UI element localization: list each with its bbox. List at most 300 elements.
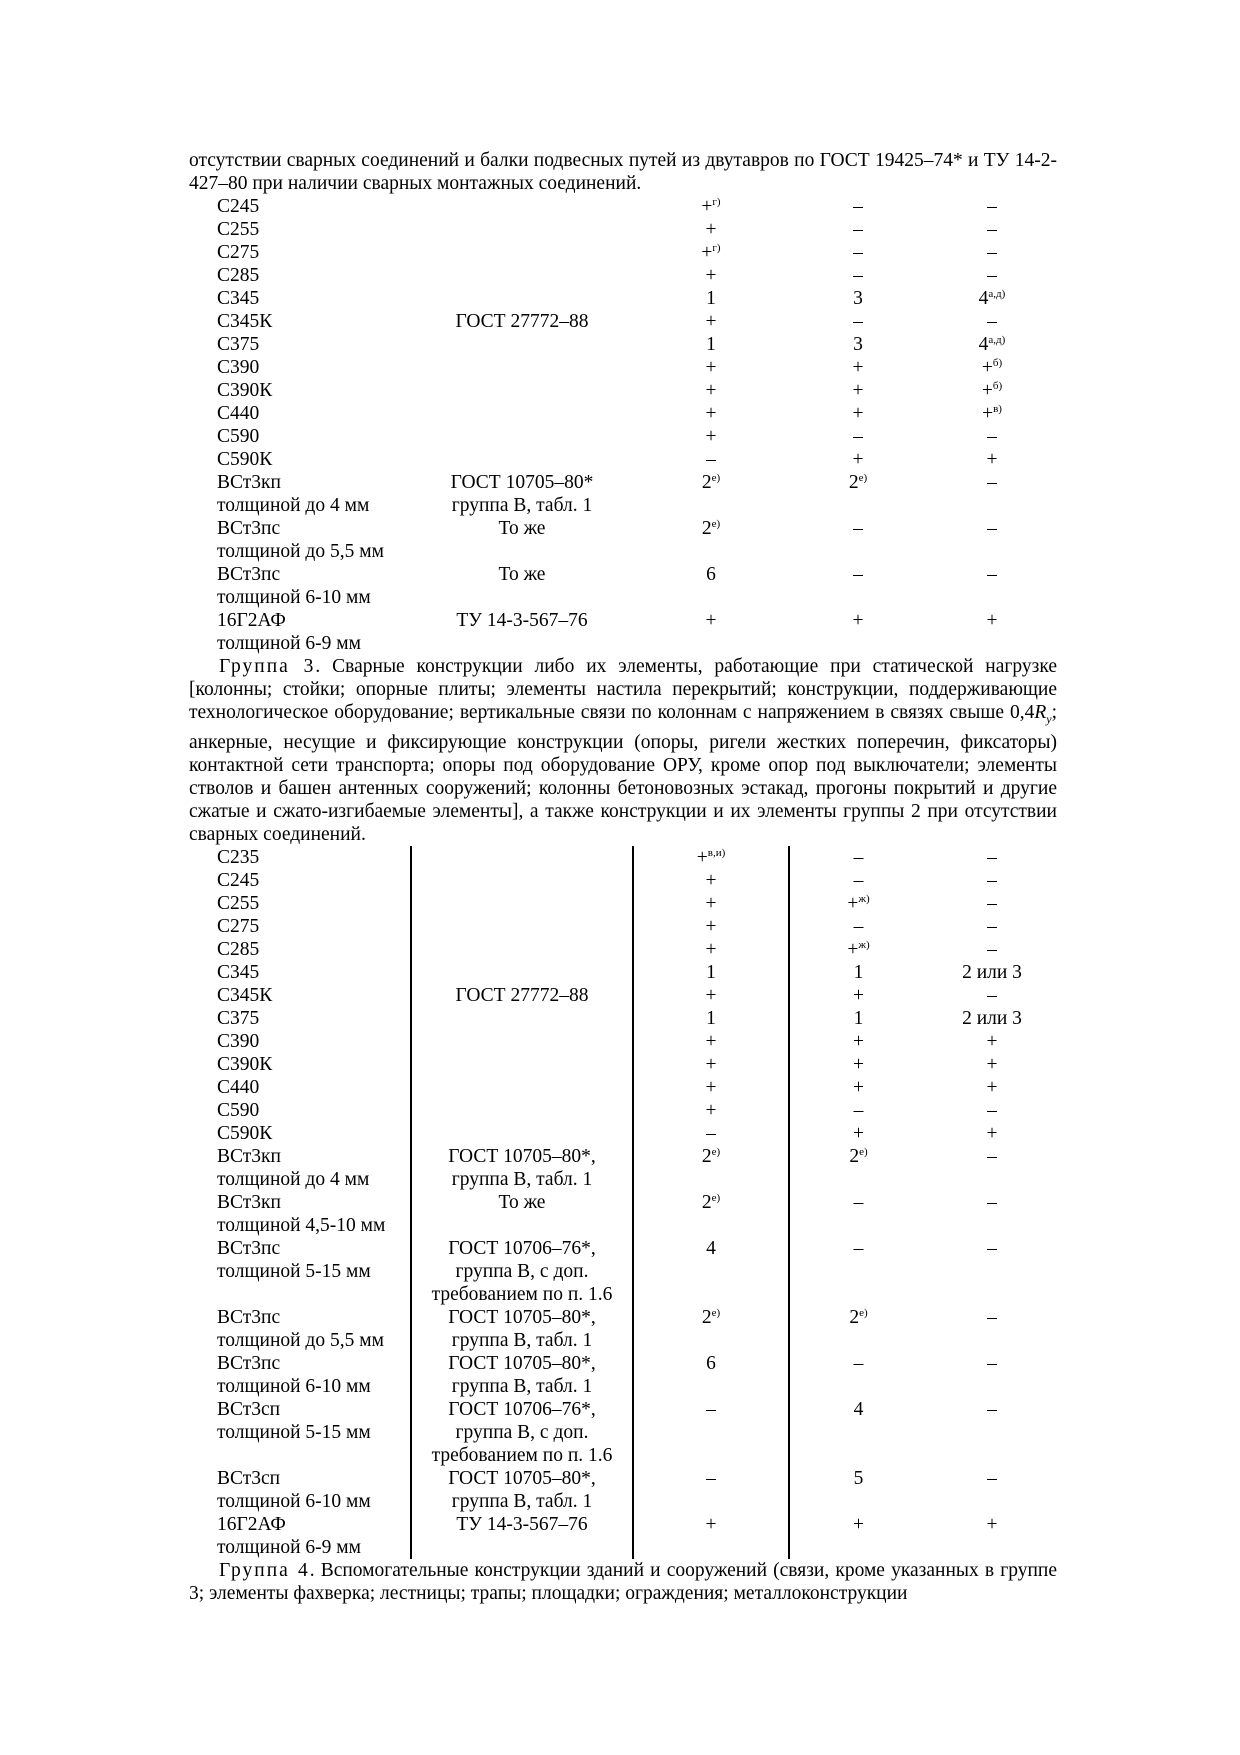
steel-grade-cell: С390К bbox=[217, 1053, 273, 1075]
value-text: + bbox=[981, 357, 993, 378]
value-text: 6 bbox=[706, 1352, 716, 1374]
value-cell bbox=[927, 1513, 1057, 1559]
steel-grade-cell bbox=[189, 1467, 411, 1513]
table-row bbox=[189, 869, 1057, 892]
value-text: + bbox=[701, 242, 713, 263]
footnote-mark: е) bbox=[711, 1191, 721, 1204]
value-text: – bbox=[853, 265, 863, 286]
value-text: + bbox=[705, 938, 717, 960]
steel-grade-cell: С275 bbox=[217, 915, 260, 937]
value-cell bbox=[633, 1306, 789, 1352]
value-text: + bbox=[852, 357, 864, 378]
standard-line-3: требованием по п. 1.6 bbox=[431, 1444, 613, 1466]
value-cell bbox=[927, 517, 1057, 563]
standard-cell bbox=[411, 1030, 633, 1053]
value-text: – bbox=[987, 564, 997, 585]
steel-grade-cell: С245 bbox=[217, 196, 260, 217]
table-row bbox=[189, 195, 1057, 218]
value-text: 4 bbox=[978, 334, 989, 355]
value-text: 2 bbox=[701, 1191, 712, 1213]
value-text: – bbox=[853, 915, 864, 937]
standard-cell bbox=[411, 333, 633, 356]
value-text: + bbox=[847, 938, 859, 960]
value-cell bbox=[633, 1398, 789, 1467]
table-row bbox=[189, 241, 1057, 264]
value-cell bbox=[633, 241, 789, 264]
value-cell bbox=[633, 1191, 789, 1237]
steel-grade-cell bbox=[189, 609, 411, 655]
value-cell bbox=[927, 846, 1057, 869]
steel-grade-cell: С390К bbox=[217, 380, 273, 401]
steel-grade-cell: С590 bbox=[217, 1099, 260, 1121]
value-text: – bbox=[987, 265, 997, 286]
standard-cell bbox=[411, 448, 633, 471]
value-cell bbox=[789, 517, 927, 563]
table-row bbox=[189, 1007, 1057, 1030]
standard-cell bbox=[411, 915, 633, 938]
steel-grade-cell bbox=[189, 1352, 411, 1398]
value-text: 1 bbox=[706, 288, 716, 309]
footnote-mark: е) bbox=[711, 472, 721, 484]
value-cell bbox=[927, 869, 1057, 892]
value-text: + bbox=[853, 984, 864, 1006]
value-text: + bbox=[705, 1053, 717, 1075]
standard-line-1: ГОСТ 10705–80*, bbox=[448, 1352, 596, 1374]
standard-cell bbox=[411, 1122, 633, 1145]
value-cell bbox=[927, 1237, 1057, 1306]
value-cell bbox=[789, 241, 927, 264]
table-row bbox=[189, 609, 1057, 655]
table-row bbox=[189, 961, 1057, 984]
table-row bbox=[189, 471, 1057, 517]
value-cell bbox=[633, 287, 789, 310]
value-cell bbox=[927, 1007, 1057, 1030]
value-text: + bbox=[853, 1030, 864, 1052]
table-row bbox=[189, 356, 1057, 379]
value-cell bbox=[927, 1191, 1057, 1237]
table-row bbox=[189, 448, 1057, 471]
value-text: + bbox=[701, 196, 713, 217]
value-cell bbox=[633, 846, 789, 869]
value-cell bbox=[789, 1076, 927, 1099]
value-text: 4 bbox=[853, 1398, 864, 1420]
table-row bbox=[189, 264, 1057, 287]
value-cell bbox=[927, 379, 1057, 402]
value-text: 3 bbox=[853, 334, 863, 355]
value-cell bbox=[789, 287, 927, 310]
standard-cell bbox=[411, 1191, 633, 1237]
value-cell bbox=[927, 1076, 1057, 1099]
standard-line-1: ГОСТ 10705–80*, bbox=[448, 1467, 596, 1489]
value-text: + bbox=[982, 403, 994, 424]
value-cell bbox=[789, 1122, 927, 1145]
steel-thickness: толщиной до 4 мм bbox=[217, 495, 370, 516]
value-text: – bbox=[987, 1467, 997, 1489]
steel-grade-cell: С285 bbox=[217, 938, 260, 960]
standard-label: ГОСТ 27772–88 bbox=[455, 311, 589, 332]
value-cell bbox=[789, 1007, 927, 1030]
standard-line-2: группа В, табл. 1 bbox=[451, 1375, 593, 1397]
value-text: + bbox=[852, 610, 864, 631]
table-row bbox=[189, 915, 1057, 938]
value-text: 5 bbox=[853, 1467, 864, 1489]
group3-text-after: ; анкерные, несущие и фиксирующие конструкции (опоры, ригели жестких поперечин, фиксаторы) контактной сети транспорта; опоры под оборудование ОРУ, кроме опор под выключатели; элементы стволов и башен антенных сооружений; колонны бетоновозных эстакад, прогоны покрытий и другие сжатые и сжато-изгибаемые элементы], а также конструкции и их элементы группы 2 при отсутствии сварных соединений. bbox=[189, 702, 1057, 845]
value-text: 4 bbox=[706, 1237, 716, 1259]
standard-cell bbox=[411, 846, 633, 869]
standard-cell bbox=[411, 425, 633, 448]
table-row bbox=[189, 938, 1057, 961]
footnote-mark: в) bbox=[993, 403, 1002, 415]
group4-label: Группа 4 bbox=[219, 1559, 310, 1581]
table-row bbox=[189, 1513, 1057, 1559]
value-cell bbox=[927, 1306, 1057, 1352]
standard-line-1: ГОСТ 10705–80*, bbox=[448, 1306, 596, 1328]
value-cell bbox=[789, 1191, 927, 1237]
value-text: 1 bbox=[706, 1007, 716, 1029]
value-text: 2 bbox=[701, 472, 712, 493]
value-text: – bbox=[853, 564, 863, 585]
steel-grade-cell: С235 bbox=[217, 846, 260, 868]
footnote-mark: б) bbox=[992, 380, 1003, 392]
table-row bbox=[189, 1122, 1057, 1145]
value-cell bbox=[789, 379, 927, 402]
value-cell bbox=[789, 1467, 927, 1513]
steel-grade-cell: С375 bbox=[217, 334, 260, 355]
steel-thickness: толщиной 5-15 мм bbox=[217, 1260, 371, 1282]
steel-grade-cell: С375 bbox=[217, 1007, 260, 1029]
value-cell bbox=[789, 310, 927, 333]
value-cell bbox=[927, 1053, 1057, 1076]
standard-cell bbox=[411, 1099, 633, 1122]
value-cell bbox=[633, 333, 789, 356]
standard-cell bbox=[411, 310, 633, 333]
value-text: – bbox=[853, 1099, 864, 1121]
value-cell bbox=[633, 869, 789, 892]
value-text: – bbox=[853, 518, 863, 539]
standard-cell bbox=[411, 1352, 633, 1398]
table-row bbox=[189, 402, 1057, 425]
value-text: + bbox=[986, 1513, 998, 1535]
value-cell bbox=[789, 938, 927, 961]
value-text: – bbox=[987, 1191, 997, 1213]
value-cell bbox=[633, 379, 789, 402]
value-cell bbox=[927, 961, 1057, 984]
table-row bbox=[189, 1053, 1057, 1076]
standard-cell bbox=[411, 517, 633, 563]
value-cell bbox=[927, 915, 1057, 938]
steel-thickness: толщиной 4,5-10 мм bbox=[217, 1214, 386, 1236]
value-cell bbox=[789, 1053, 927, 1076]
steel-grade-cell: С275 bbox=[217, 242, 260, 263]
value-cell bbox=[633, 1352, 789, 1398]
value-text: + bbox=[986, 1053, 998, 1075]
value-text: – bbox=[853, 846, 864, 868]
table-row bbox=[189, 846, 1057, 869]
value-cell bbox=[633, 310, 789, 333]
standard-cell bbox=[411, 984, 633, 1007]
value-cell bbox=[633, 448, 789, 471]
steel-grade-cell bbox=[189, 563, 411, 609]
standard-line-3: требованием по п. 1.6 bbox=[431, 1283, 613, 1305]
value-cell bbox=[789, 915, 927, 938]
value-cell bbox=[789, 1352, 927, 1398]
value-text: – bbox=[706, 1398, 716, 1420]
standard-cell bbox=[411, 892, 633, 915]
steel-thickness: толщиной до 5,5 мм bbox=[217, 1329, 384, 1351]
value-text: + bbox=[705, 357, 717, 378]
value-cell bbox=[789, 1398, 927, 1467]
value-text: + bbox=[705, 311, 717, 332]
value-text: – bbox=[706, 1467, 716, 1489]
value-cell bbox=[633, 1145, 789, 1191]
standard-line-1: То же bbox=[498, 1191, 546, 1213]
standard-cell bbox=[411, 402, 633, 425]
value-text: – bbox=[987, 892, 997, 914]
footnote-mark: ж) bbox=[858, 938, 870, 951]
standard-line-2: группа В, табл. 1 bbox=[451, 1490, 593, 1512]
table-row bbox=[189, 379, 1057, 402]
group3-label: Группа 3 bbox=[219, 656, 316, 677]
value-cell bbox=[633, 517, 789, 563]
value-text: – bbox=[853, 1352, 864, 1374]
value-text: + bbox=[705, 892, 717, 914]
standard-cell bbox=[411, 1398, 633, 1467]
value-text: + bbox=[705, 1076, 717, 1098]
standard-line-2: группа В, табл. 1 bbox=[451, 1168, 593, 1190]
value-text: + bbox=[986, 1076, 998, 1098]
steel-thickness: толщиной до 4 мм bbox=[217, 1168, 370, 1190]
standard-cell bbox=[411, 1513, 633, 1559]
value-text: – bbox=[853, 869, 864, 891]
value-cell bbox=[927, 287, 1057, 310]
value-text: – bbox=[706, 1122, 716, 1144]
value-cell bbox=[633, 609, 789, 655]
value-text: – bbox=[987, 242, 997, 263]
standard-cell bbox=[411, 1007, 633, 1030]
table-row bbox=[189, 1467, 1057, 1513]
table-row bbox=[189, 310, 1057, 333]
steel-grade-name: 16Г2АФ bbox=[217, 1513, 286, 1535]
value-cell bbox=[789, 609, 927, 655]
steel-grade-cell: С440 bbox=[217, 403, 260, 424]
standard-cell bbox=[411, 1076, 633, 1099]
value-cell bbox=[927, 609, 1057, 655]
value-text: + bbox=[853, 1076, 864, 1098]
standard-cell bbox=[411, 287, 633, 310]
steel-thickness: толщиной 6-9 мм bbox=[217, 1536, 361, 1558]
footnote-mark: а,д) bbox=[988, 288, 1006, 300]
value-cell bbox=[633, 961, 789, 984]
table-row bbox=[189, 1191, 1057, 1237]
value-cell bbox=[789, 1306, 927, 1352]
steel-grade-cell bbox=[189, 517, 411, 563]
value-text: – bbox=[987, 1145, 997, 1167]
value-cell bbox=[633, 471, 789, 517]
table-row bbox=[189, 333, 1057, 356]
standard-cell bbox=[411, 1053, 633, 1076]
value-text: – bbox=[987, 869, 997, 891]
value-text: + bbox=[696, 846, 708, 868]
value-cell bbox=[927, 1099, 1057, 1122]
value-text: 2 bbox=[848, 472, 859, 493]
steel-grade-cell bbox=[189, 1145, 411, 1191]
value-text: 4 bbox=[978, 288, 989, 309]
steel-grade-name: ВСт3сп bbox=[217, 1398, 281, 1420]
value-cell bbox=[633, 1122, 789, 1145]
steel-thickness: толщиной 6-10 мм bbox=[217, 1375, 371, 1397]
value-cell bbox=[633, 1053, 789, 1076]
standard-cell bbox=[411, 1237, 633, 1306]
value-text: – bbox=[987, 1099, 997, 1121]
value-cell bbox=[927, 1352, 1057, 1398]
value-text: 6 bbox=[706, 564, 716, 585]
standard-cell bbox=[411, 563, 633, 609]
value-cell bbox=[633, 1513, 789, 1559]
value-text: – bbox=[987, 426, 997, 447]
value-text: 2 или 3 bbox=[962, 1007, 1022, 1029]
standard-cell bbox=[411, 356, 633, 379]
value-cell bbox=[633, 218, 789, 241]
table-row bbox=[189, 892, 1057, 915]
value-text: – bbox=[853, 242, 863, 263]
value-cell bbox=[927, 938, 1057, 961]
value-cell bbox=[633, 915, 789, 938]
steel-grade-cell: С590 bbox=[217, 426, 260, 447]
steel-grade-cell: С345 bbox=[217, 961, 260, 983]
value-cell bbox=[927, 984, 1057, 1007]
value-cell bbox=[789, 1513, 927, 1559]
steel-grade-cell bbox=[189, 1306, 411, 1352]
steel-grade-name: ВСт3пс bbox=[217, 564, 281, 585]
footnote-mark: б) bbox=[992, 357, 1003, 369]
steel-grade-cell: С590К bbox=[217, 449, 273, 470]
table-row bbox=[189, 1352, 1057, 1398]
footnote-mark: е) bbox=[711, 518, 721, 530]
value-cell bbox=[927, 195, 1057, 218]
steel-table-group2 bbox=[189, 195, 1057, 655]
standard-line-2: группа В, с доп. bbox=[455, 1421, 589, 1443]
footnote-mark: е) bbox=[711, 1145, 721, 1158]
steel-grade-cell: С590К bbox=[217, 1122, 273, 1144]
standard-cell bbox=[411, 264, 633, 287]
value-cell bbox=[789, 333, 927, 356]
value-text: + bbox=[852, 380, 864, 401]
standard-cell bbox=[411, 938, 633, 961]
value-cell bbox=[927, 563, 1057, 609]
r-symbol: R bbox=[1034, 702, 1047, 723]
value-cell bbox=[633, 195, 789, 218]
value-text: 2 bbox=[849, 1306, 860, 1328]
group3-paragraph bbox=[189, 655, 1057, 846]
steel-grade-name: ВСт3пс bbox=[217, 1237, 281, 1259]
steel-grade-name: ВСт3кп bbox=[217, 472, 281, 493]
intro-paragraph: отсутствии сварных соединений и балки подвесных путей из двутавров по ГОСТ 19425–74* и ТУ 14-2-427–80 при наличии сварных монтажных соединений. bbox=[189, 150, 1057, 194]
table-row bbox=[189, 1237, 1057, 1306]
table-row bbox=[189, 287, 1057, 310]
steel-grade-name: ВСт3сп bbox=[217, 1467, 281, 1489]
value-text: + bbox=[705, 426, 717, 447]
table-row bbox=[189, 1306, 1057, 1352]
value-text: 2 bbox=[701, 518, 712, 539]
value-cell bbox=[927, 264, 1057, 287]
steel-thickness: толщиной 6-10 мм bbox=[217, 587, 371, 608]
group3-text-before: . Сварные конструкции либо их элементы, работающие при статической нагрузке [колонны; стойки; опорные плиты; элементы настила перекрытий; конструкции, поддерживающие технологическое оборудование; вертикальные связи по колоннам с напряжением в связях свыше 0,4 bbox=[189, 656, 1057, 723]
value-cell bbox=[789, 563, 927, 609]
value-cell bbox=[633, 356, 789, 379]
standard-cell bbox=[411, 1145, 633, 1191]
steel-grade-cell: С390 bbox=[217, 357, 260, 378]
value-cell bbox=[789, 1030, 927, 1053]
value-cell bbox=[927, 425, 1057, 448]
value-cell bbox=[789, 892, 927, 915]
value-text: 3 bbox=[853, 288, 863, 309]
standard-cell bbox=[411, 218, 633, 241]
value-text: 1 bbox=[706, 334, 716, 355]
value-cell bbox=[789, 195, 927, 218]
group4-paragraph bbox=[189, 1559, 1057, 1605]
table-row bbox=[189, 517, 1057, 563]
table-row bbox=[189, 1398, 1057, 1467]
value-cell bbox=[789, 1237, 927, 1306]
value-text: – bbox=[987, 1306, 997, 1328]
value-cell bbox=[633, 1237, 789, 1306]
value-cell bbox=[633, 402, 789, 425]
value-text: 1 bbox=[853, 1007, 864, 1029]
value-text: – bbox=[853, 1191, 864, 1213]
steel-grade-cell bbox=[189, 1398, 411, 1467]
value-cell bbox=[633, 892, 789, 915]
standard-cell bbox=[411, 961, 633, 984]
value-cell bbox=[633, 984, 789, 1007]
steel-thickness: толщиной до 5,5 мм bbox=[217, 541, 384, 562]
value-text: + bbox=[705, 265, 717, 286]
value-text: + bbox=[986, 1030, 998, 1052]
table-row bbox=[189, 1076, 1057, 1099]
value-text: – bbox=[853, 1237, 864, 1259]
value-cell bbox=[633, 264, 789, 287]
standard-line-2: группа В, с доп. bbox=[455, 1260, 589, 1282]
value-text: + bbox=[705, 1513, 717, 1535]
steel-thickness: толщиной 6-10 мм bbox=[217, 1490, 371, 1512]
value-text: – bbox=[987, 984, 997, 1006]
value-text: + bbox=[705, 380, 717, 401]
standard-line-1: ГОСТ 10705–80* bbox=[450, 472, 594, 493]
table-row bbox=[189, 1030, 1057, 1053]
value-text: 2 bbox=[701, 1306, 712, 1328]
footnote-mark: е) bbox=[859, 1145, 868, 1158]
standard-line-1: ГОСТ 10705–80*, bbox=[448, 1145, 596, 1167]
standard-cell bbox=[411, 869, 633, 892]
table-row bbox=[189, 1145, 1057, 1191]
value-text: + bbox=[853, 1053, 864, 1075]
value-cell bbox=[927, 218, 1057, 241]
value-cell bbox=[789, 961, 927, 984]
value-text: + bbox=[705, 1030, 717, 1052]
value-cell bbox=[789, 356, 927, 379]
steel-grade-name: 16Г2АФ bbox=[217, 610, 286, 631]
standard-line-2: группа В, табл. 1 bbox=[451, 1329, 593, 1351]
value-cell bbox=[789, 425, 927, 448]
footnote-mark: г) bbox=[712, 242, 721, 254]
table-row bbox=[189, 1099, 1057, 1122]
standard-cell bbox=[411, 609, 633, 655]
value-cell bbox=[789, 1145, 927, 1191]
value-text: – bbox=[853, 219, 863, 240]
footnote-mark: е) bbox=[858, 472, 868, 484]
steel-table-group3 bbox=[189, 846, 1057, 1559]
value-cell bbox=[789, 1099, 927, 1122]
value-cell bbox=[927, 1398, 1057, 1467]
